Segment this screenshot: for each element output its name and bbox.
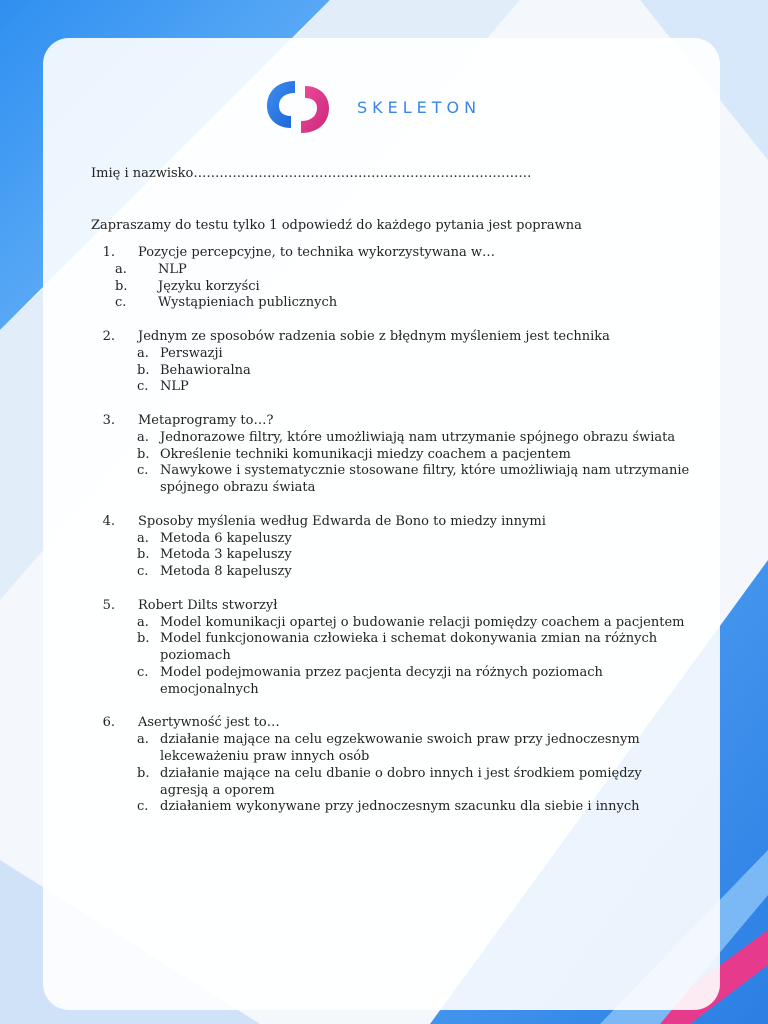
option-letter: a. xyxy=(137,530,149,546)
option-text: Jednorazowe filtry, które umożliwiają nam utrzymanie spójnego obrazu świata xyxy=(160,429,676,445)
question-number: 3. xyxy=(102,412,115,428)
option-letter: c. xyxy=(137,379,149,395)
option-letter: b. xyxy=(137,446,150,462)
answer-option xyxy=(91,766,691,800)
name-field-line xyxy=(91,166,531,183)
option-text: Metoda 3 kapeluszy xyxy=(160,547,292,563)
option-letter: a. xyxy=(137,429,149,445)
option-letter: c. xyxy=(137,799,149,815)
question-4 xyxy=(91,514,691,581)
brand-logo xyxy=(265,78,481,136)
answer-option xyxy=(91,531,691,548)
option-letter: b. xyxy=(137,362,150,378)
option-text: Model komunikacji opartej o budowanie relacji pomiędzy coachem a pacjentem xyxy=(160,614,685,630)
option-text: działanie mające na celu egzekwowanie swoich praw przy jednoczesnym lekceważeniu praw innych osób xyxy=(160,732,640,764)
option-letter: a. xyxy=(137,614,149,630)
answer-option xyxy=(91,564,691,581)
quiz-intro: Zapraszamy do testu tylko 1 odpowiedź do każdego pytania jest poprawna xyxy=(91,218,582,233)
option-text: Perswazji xyxy=(160,345,223,361)
question-2 xyxy=(91,329,691,396)
option-letter: b. xyxy=(137,765,150,781)
question-list xyxy=(91,245,691,833)
option-text: Model funkcjonowania człowieka i schemat dokonywania zmian na różnych poziomach xyxy=(160,631,658,664)
option-text: działanie mające na celu dbanie o dobro innych i jest środkiem pomiędzy agresją a oporem xyxy=(160,765,642,798)
answer-option xyxy=(91,732,691,766)
answer-option xyxy=(91,463,691,497)
skeleton-logo-icon xyxy=(265,78,331,136)
question-number: 2. xyxy=(102,328,115,344)
option-text: Wystąpieniach publicznych xyxy=(158,295,338,311)
answer-option xyxy=(91,631,691,665)
answer-option xyxy=(91,547,691,564)
brand-name: SKELETON xyxy=(357,97,482,117)
option-letter: a. xyxy=(137,732,149,748)
question-text: Pozycje percepcyjne, to technika wykorzystywana w… xyxy=(138,245,496,260)
answer-option xyxy=(91,279,691,296)
question-text: Jednym ze sposobów radzenia sobie z błędnym myśleniem jest technika xyxy=(138,328,610,344)
option-text: NLP xyxy=(160,379,189,395)
option-text: Języku korzyści xyxy=(158,278,260,294)
answer-option xyxy=(91,346,691,363)
name-label: Imię i nazwisko xyxy=(91,166,194,181)
option-text: Model podejmowania przez pacjenta decyzji na różnych poziomach emocjonalnych xyxy=(160,664,603,697)
answer-option xyxy=(91,665,691,699)
option-letter: c. xyxy=(137,664,149,680)
option-text: Nawykowe i systematycznie stosowane filtry, które umożliwiają nam utrzymanie spójnego obrazu świata xyxy=(160,463,690,496)
option-letter: b. xyxy=(137,631,150,647)
name-dots: …………………………………………………………………… xyxy=(193,166,532,181)
option-text: NLP xyxy=(158,261,187,277)
option-letter: b. xyxy=(115,278,128,294)
option-text: działaniem wykonywane przy jednoczesnym szacunku dla siebie i innych xyxy=(160,799,640,815)
question-1 xyxy=(91,245,691,312)
option-letter: b. xyxy=(137,547,150,563)
option-text: Metoda 8 kapeluszy xyxy=(160,564,292,580)
answer-option xyxy=(91,447,691,464)
question-text: Robert Dilts stworzył xyxy=(138,597,278,613)
question-number: 5. xyxy=(102,597,115,613)
option-letter: a. xyxy=(115,261,127,277)
answer-option xyxy=(91,799,691,816)
answer-option xyxy=(91,295,691,312)
option-letter: c. xyxy=(137,564,149,580)
option-letter: c. xyxy=(137,463,149,479)
question-5 xyxy=(91,598,691,699)
question-number: 1. xyxy=(102,245,115,260)
answer-option xyxy=(91,615,691,632)
question-text: Sposoby myślenia według Edwarda de Bono to miedzy innymi xyxy=(138,513,546,529)
option-text: Behawioralna xyxy=(160,362,251,378)
question-text: Asertywność jest to… xyxy=(138,715,280,731)
option-text: Określenie techniki komunikacji miedzy coachem a pacjentem xyxy=(160,446,571,462)
answer-option xyxy=(91,379,691,396)
option-letter: a. xyxy=(137,345,149,361)
option-letter: c. xyxy=(115,295,127,311)
question-number: 4. xyxy=(102,513,115,529)
question-number: 6. xyxy=(102,715,115,731)
question-3 xyxy=(91,413,691,497)
option-text: Metoda 6 kapeluszy xyxy=(160,530,292,546)
question-6 xyxy=(91,715,691,816)
answer-option xyxy=(91,262,691,279)
answer-option xyxy=(91,430,691,447)
answer-option xyxy=(91,363,691,380)
question-text: Metaprogramy to…? xyxy=(138,412,274,428)
